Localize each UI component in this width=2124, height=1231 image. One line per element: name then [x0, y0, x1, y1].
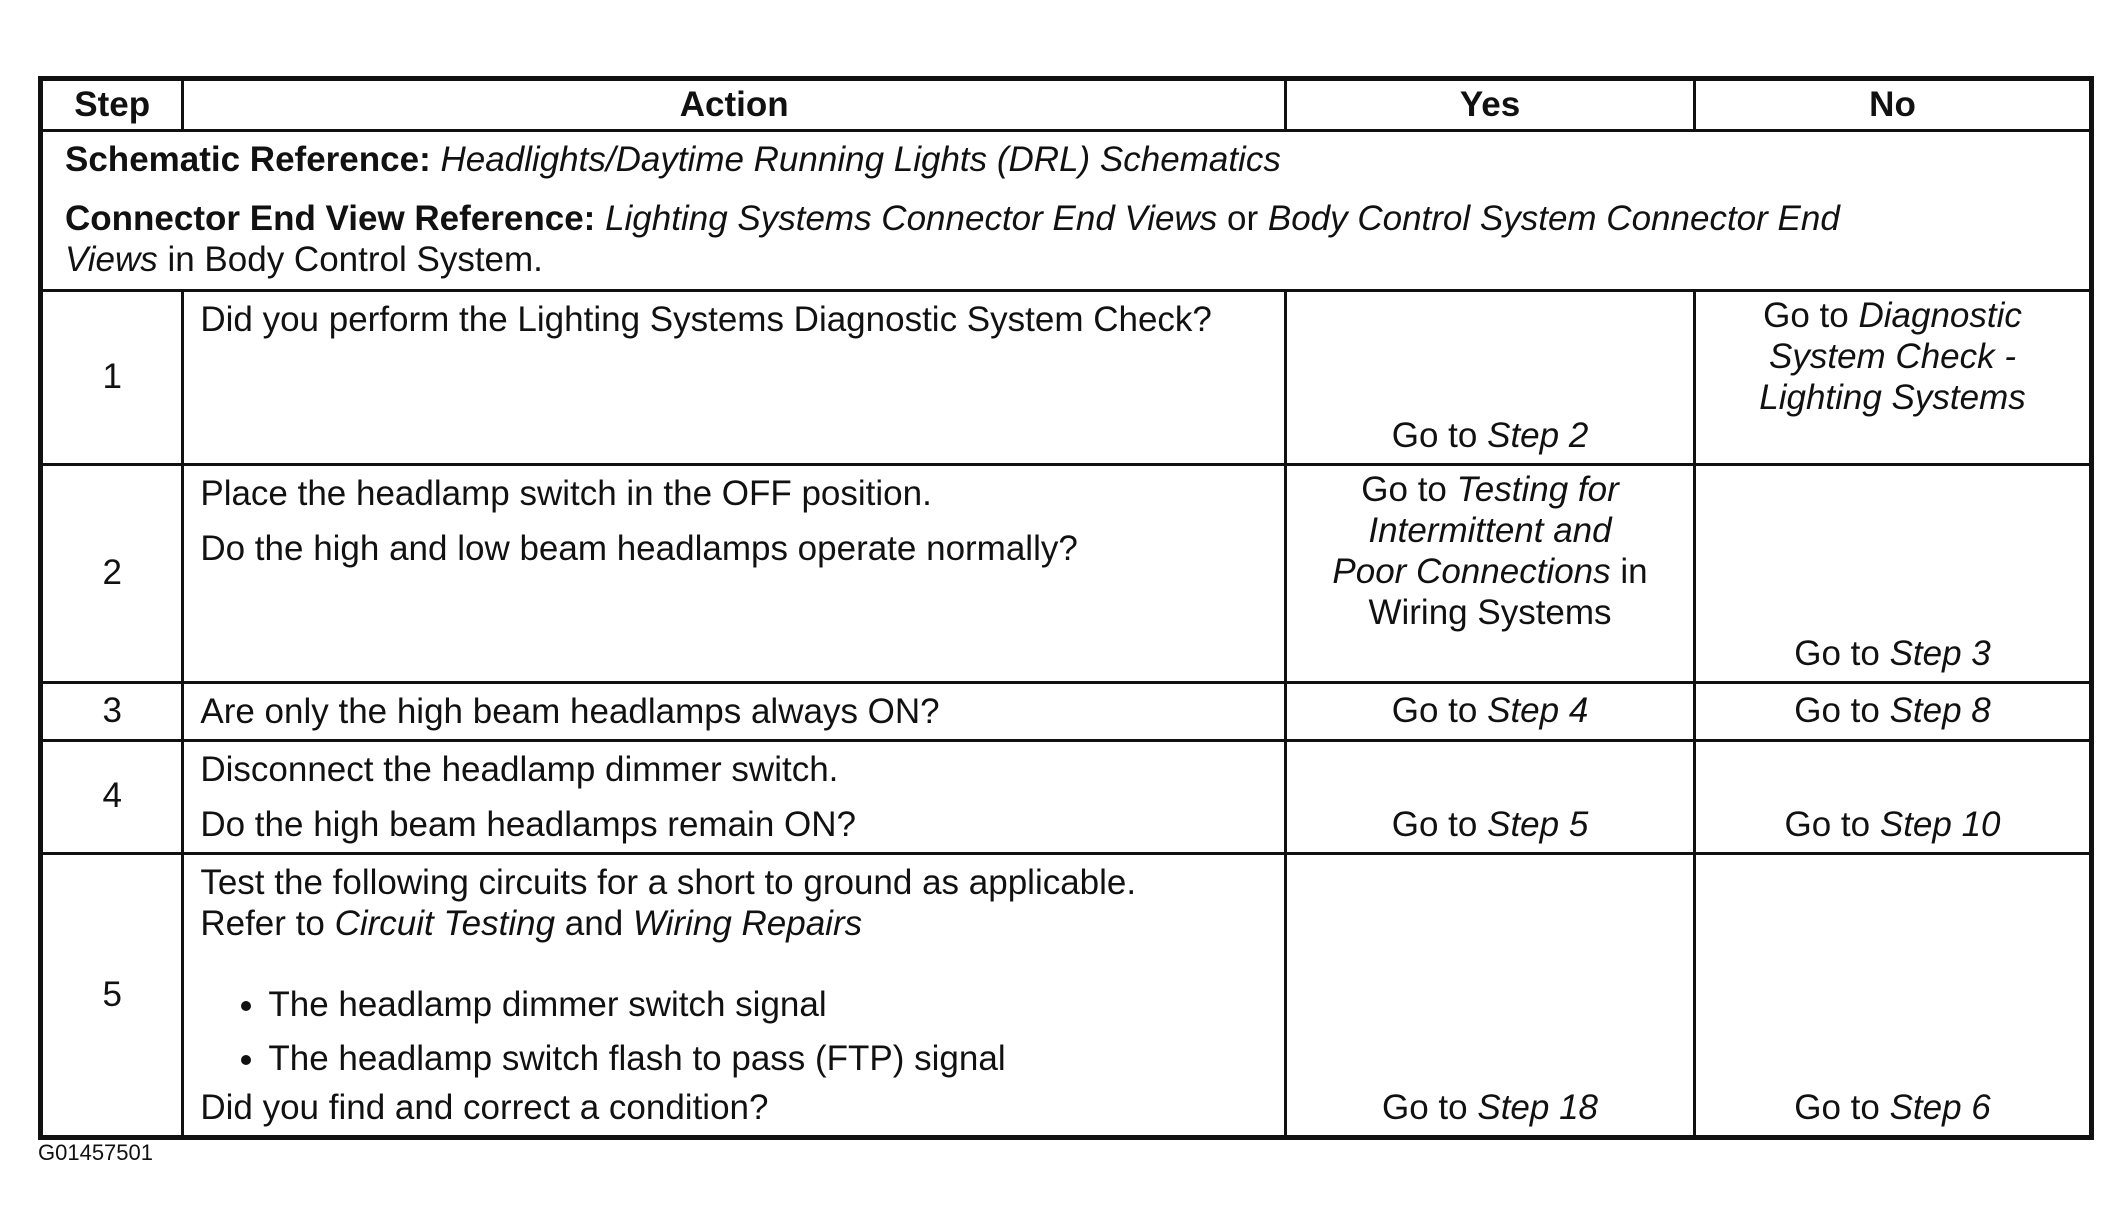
schematic-reference-link[interactable]: Headlights/Daytime Running Lights (DRL) Schematics: [440, 140, 1281, 179]
action-question: Do the high and low beam headlamps operate normally?: [200, 528, 1078, 568]
header-step: Step: [41, 79, 183, 131]
yes-cell: [1286, 290, 1695, 464]
no-link[interactable]: Step 3: [1889, 633, 1991, 673]
no-link[interactable]: Diagnostic System Check - Lighting Systems: [1759, 295, 2026, 417]
connector-reference-link-2[interactable]: Body Control System Connector End Views: [65, 198, 1840, 279]
yes-link[interactable]: Testing for Intermittent and Poor Connections: [1332, 469, 1619, 591]
no-prefix: Go to: [1794, 1088, 1880, 1128]
action-and: and: [564, 903, 624, 943]
action-intro-text: Test the following circuits for a short to ground as applicable.: [200, 862, 1137, 902]
no-cell: [1695, 464, 2092, 682]
list-item: • The headlamp dimmer switch signal: [268, 985, 1268, 1026]
no-prefix: Go to: [1763, 295, 1849, 335]
action-cell: [183, 853, 1286, 1138]
header-row: [41, 79, 2092, 131]
no-link[interactable]: Step 8: [1889, 690, 1991, 730]
action-text: Disconnect the headlamp dimmer switch.: [200, 749, 839, 789]
no-prefix: Go to: [1784, 804, 1871, 844]
yes-link[interactable]: Step 2: [1487, 415, 1589, 455]
step-number: 4: [41, 740, 183, 853]
no-link[interactable]: Step 10: [1879, 804, 2001, 844]
reference-cell: [41, 131, 2092, 291]
yes-cell: [1286, 740, 1695, 853]
circuit-testing-link[interactable]: Circuit Testing: [334, 903, 556, 943]
no-cell: [1695, 740, 2092, 853]
table-row-step-4: [41, 740, 2092, 853]
header-yes: Yes: [1286, 79, 1695, 131]
yes-prefix: Go to: [1391, 690, 1478, 730]
no-cell: [1695, 853, 2092, 1138]
yes-cell: [1286, 464, 1695, 682]
action-cell: [183, 464, 1286, 682]
table-row-step-5: [41, 853, 2092, 1138]
table-row-step-3: [41, 682, 2092, 740]
action-cell: [183, 290, 1286, 464]
yes-link[interactable]: Step 18: [1477, 1088, 1599, 1128]
connector-reference-or: or: [1226, 198, 1259, 238]
figure-id: G01457501: [38, 1140, 153, 1165]
yes-cell: [1286, 682, 1695, 740]
action-question: Do the high beam headlamps remain ON?: [200, 804, 856, 844]
no-link[interactable]: Step 6: [1889, 1088, 1991, 1128]
yes-link[interactable]: Step 4: [1487, 690, 1589, 730]
reference-row: [41, 131, 2092, 291]
action-intro: [200, 863, 1268, 945]
schematic-reference-label: Schematic Reference:: [65, 140, 431, 179]
action-refer: Refer to: [200, 903, 325, 943]
table-row-step-2: [41, 464, 2092, 682]
no-cell: [1695, 290, 2092, 464]
connector-reference-suffix: in Body Control System.: [167, 239, 543, 279]
yes-suffix: in Wiring Systems: [1368, 551, 1648, 632]
step-number: 1: [41, 290, 183, 464]
step-number: 3: [41, 682, 183, 740]
list-item: • The headlamp switch flash to pass (FTP) signal: [268, 1039, 1268, 1080]
no-cell: [1695, 682, 2092, 740]
diagnostic-table: [38, 76, 2094, 1140]
connector-reference-link-1[interactable]: Lighting Systems Connector End Views: [605, 198, 1218, 238]
yes-prefix: Go to: [1382, 1088, 1468, 1128]
action-text: Are only the high beam headlamps always ON?: [200, 691, 940, 731]
step-number: 2: [41, 464, 183, 682]
no-prefix: Go to: [1794, 633, 1880, 673]
action-cell: [183, 682, 1286, 740]
header-action: Action: [183, 79, 1286, 131]
yes-prefix: Go to: [1391, 804, 1478, 844]
connector-reference: [65, 199, 1885, 281]
connector-reference-label: Connector End View Reference:: [65, 198, 596, 238]
action-cell: [183, 740, 1286, 853]
yes-prefix: Go to: [1391, 415, 1478, 455]
yes-link[interactable]: Step 5: [1487, 804, 1589, 844]
no-prefix: Go to: [1794, 690, 1880, 730]
schematic-reference: [65, 140, 2067, 181]
action-text: Place the headlamp switch in the OFF position.: [200, 473, 932, 513]
action-text: Did you perform the Lighting Systems Diagnostic System Check?: [200, 299, 1212, 339]
step-number: 5: [41, 853, 183, 1138]
diagnostic-table-container: [38, 76, 2094, 1140]
yes-cell: [1286, 853, 1695, 1138]
circuit-list: [200, 985, 1268, 1081]
header-no: No: [1695, 79, 2092, 131]
table-row-step-1: [41, 290, 2092, 464]
yes-prefix: Go to: [1361, 469, 1447, 509]
action-question: Did you find and correct a condition?: [200, 1088, 769, 1128]
wiring-repairs-link[interactable]: Wiring Repairs: [632, 903, 863, 943]
